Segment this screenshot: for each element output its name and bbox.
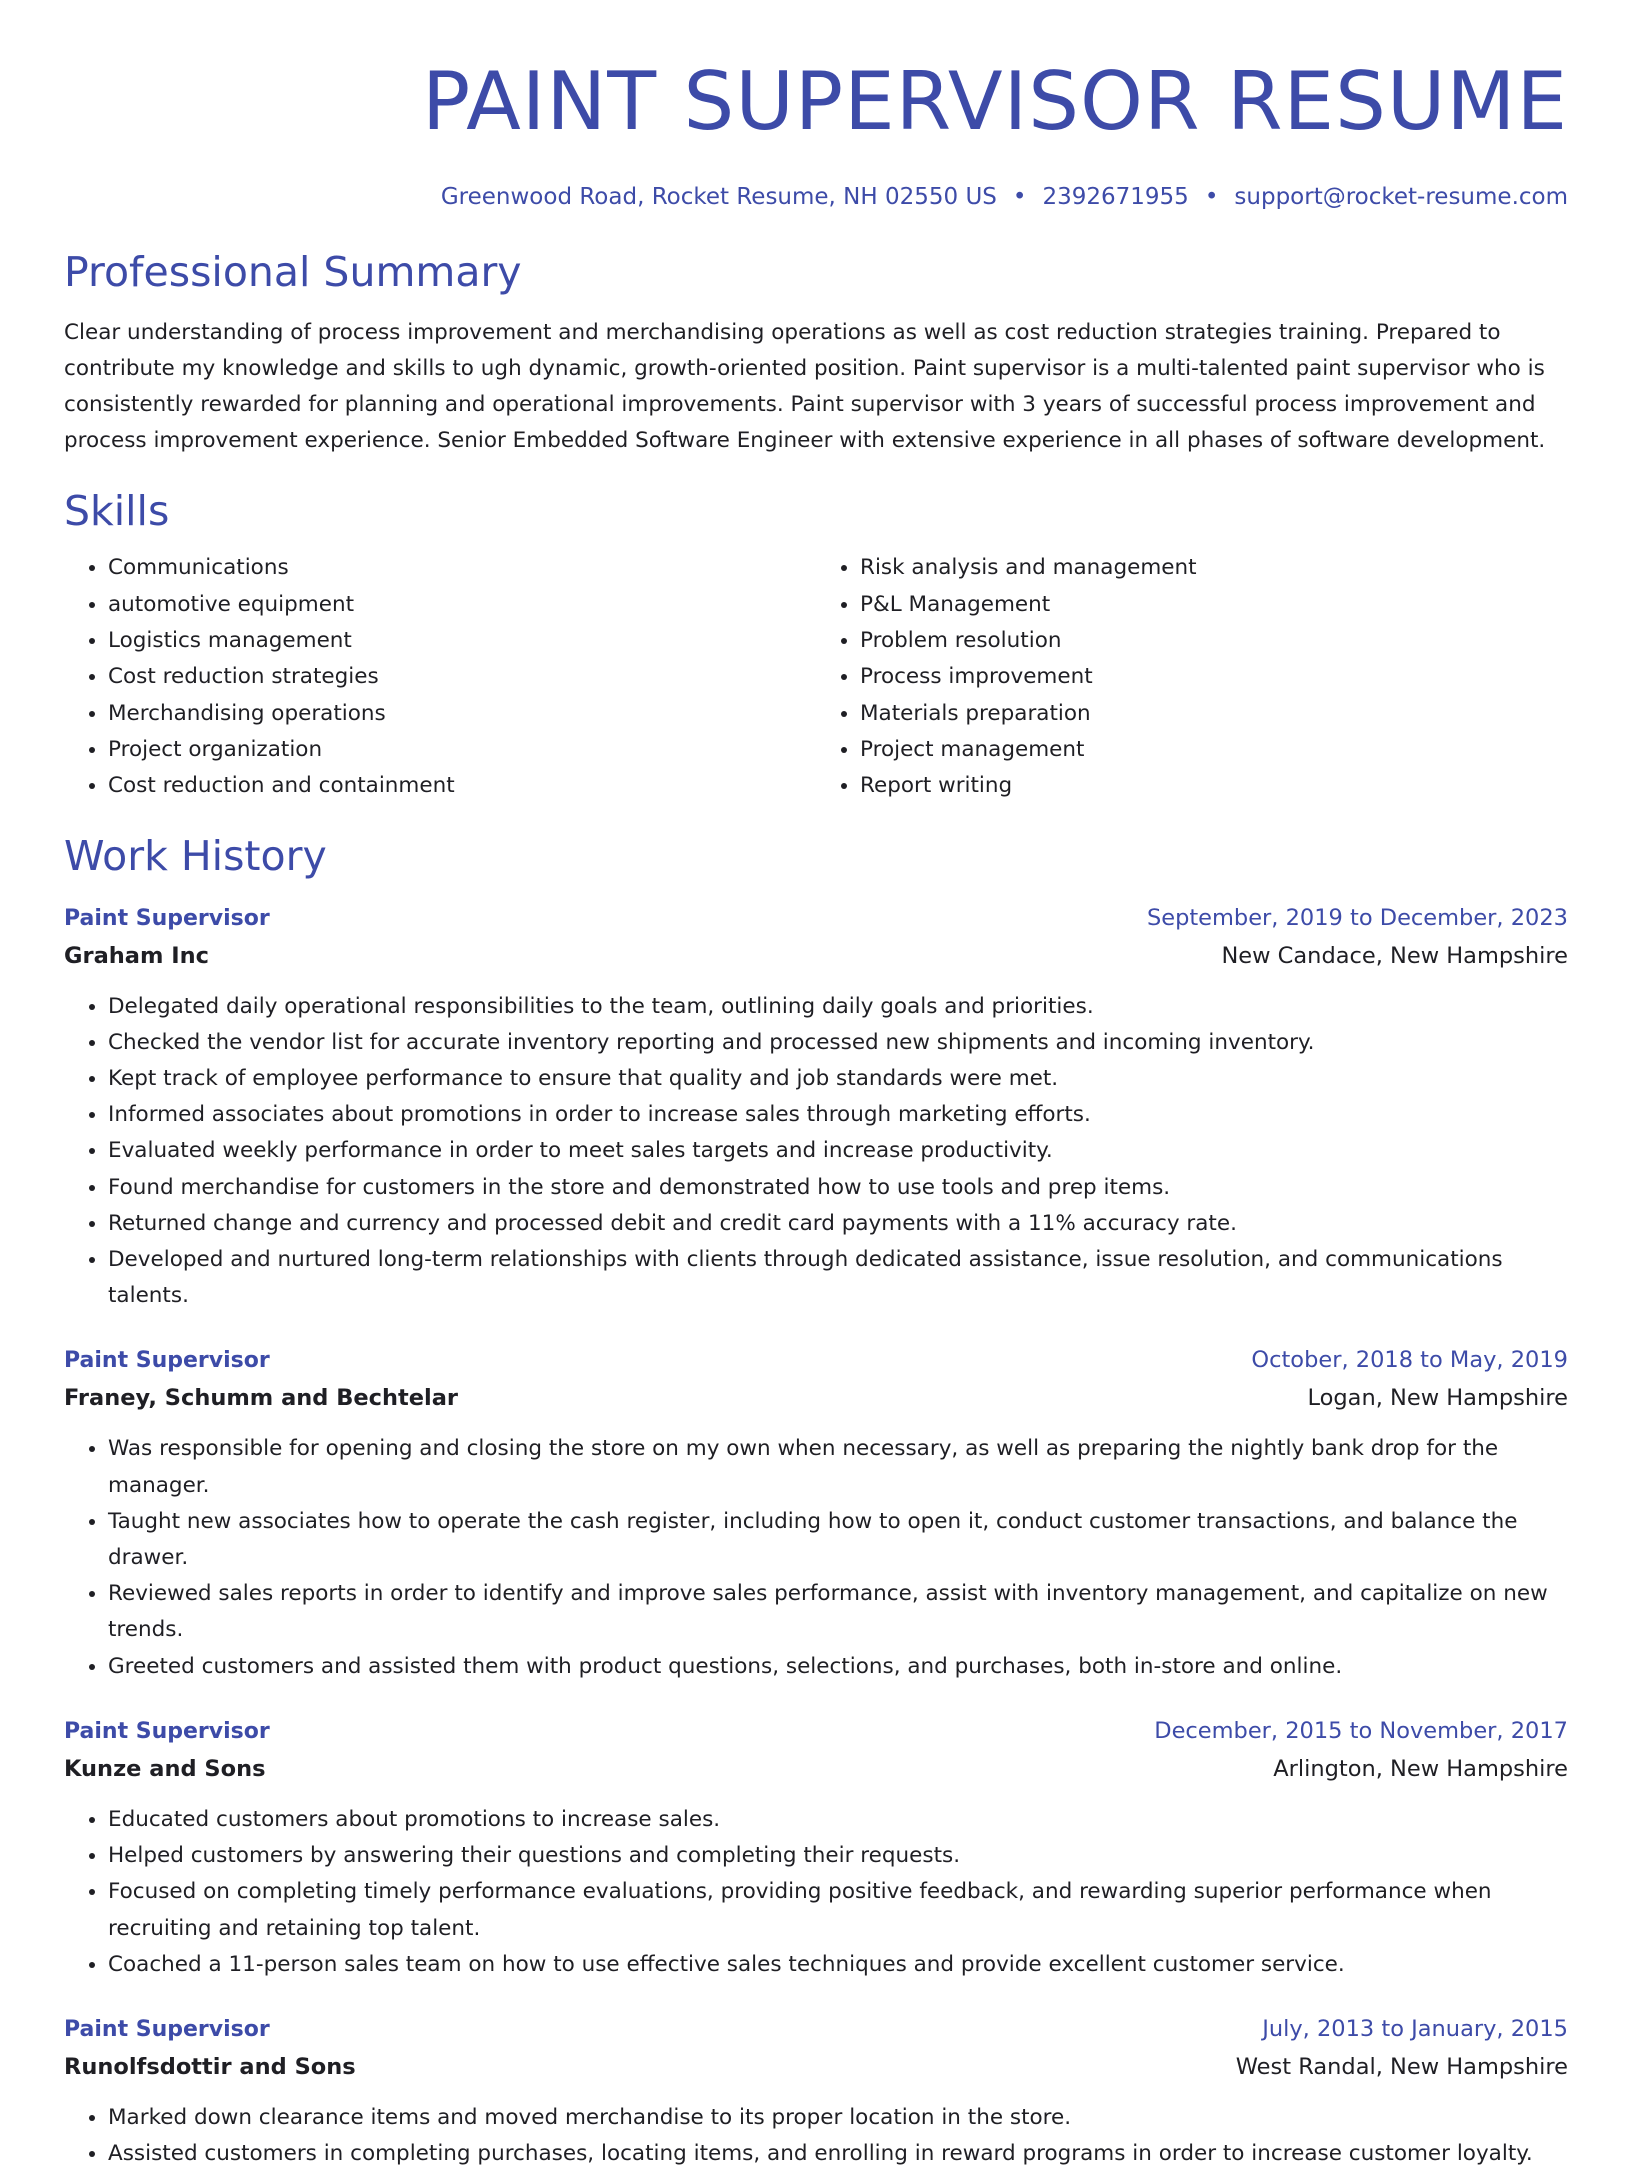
job-bullet: • Helped customers by answering their questions and completing their requests. <box>108 1838 1568 1874</box>
job-entry <box>64 1342 1568 1684</box>
job-bullet: • Was responsible for opening and closing the store on my own when necessary, as well as preparing the nightly bank drop for the manager. <box>108 1431 1568 1503</box>
job-company: Runolfsdottir and Sons <box>64 2053 356 2080</box>
skill-item: • Project management <box>860 732 1568 768</box>
job-bullet: • Kept track of employee performance to ensure that quality and job standards were met. <box>108 1061 1568 1097</box>
job-bullet: • Reviewed sales reports in order to identify and improve sales performance, assist with inventory management, and capitalize on new trends. <box>108 1576 1568 1648</box>
job-bullet: • Developed and nurtured long-term relationships with clients through dedicated assistance, issue resolution, and communications talents. <box>108 1242 1568 1314</box>
summary-heading: Professional Summary <box>64 248 522 296</box>
contact-separator: • <box>1204 184 1219 210</box>
contact-phone: 2392671955 <box>1042 184 1189 210</box>
job-bullets <box>64 1802 1568 1983</box>
job-company-row <box>64 2048 1568 2086</box>
job-bullet: • Greeted customers and assisted them with product questions, selections, and purchases, both in-store and online. <box>108 1649 1568 1685</box>
contact-line <box>64 184 1568 214</box>
skill-item: • Cost reduction and containment <box>108 768 816 804</box>
skill-item: • Risk analysis and management <box>860 550 1568 586</box>
job-dates: September, 2019 to December, 2023 <box>1146 904 1568 931</box>
summary-text: Clear understanding of process improvement and merchandising operations as well as cost reduction strategies training. Prepared to contribute my knowledge and skills to ugh dynamic, growth-oriented position. Paint supervisor is a multi-talented paint supervisor who is consistently rewarded for planning and operational improvements. Paint supervisor with 3 years of successful process improvement and process improvement experience. Senior Embedded Software Engineer with extensive experience in all phases of software development. <box>64 320 1546 454</box>
job-header-row <box>64 1713 1568 1750</box>
job-location: Logan, New Hampshire <box>1307 1385 1568 1412</box>
job-bullet: • Checked the vendor list for accurate inventory reporting and processed new shipments and incoming inventory. <box>108 1025 1568 1061</box>
skill-item: • P&L Management <box>860 587 1568 623</box>
skill-item: • Communications <box>108 550 816 586</box>
job-entry <box>64 900 1568 1315</box>
job-bullet: • Taught new associates how to operate the cash register, including how to open it, conduct customer transactions, and balance the drawer. <box>108 1504 1568 1576</box>
job-bullets <box>64 1431 1568 1684</box>
job-bullet: • Assisted customers in completing purchases, locating items, and enrolling in reward programs in order to increase customer loyalty. <box>108 2136 1568 2172</box>
job-dates: July, 2013 to January, 2015 <box>1262 2015 1568 2042</box>
contact-email: support@rocket-resume.com <box>1234 184 1568 210</box>
skills-columns <box>64 550 1568 804</box>
job-dates: December, 2015 to November, 2017 <box>1154 1717 1568 1744</box>
skill-item: • automotive equipment <box>108 587 816 623</box>
job-bullet: • Marked down clearance items and moved merchandise to its proper location in the store. <box>108 2100 1568 2136</box>
job-company: Kunze and Sons <box>64 1755 266 1782</box>
job-company: Graham Inc <box>64 942 209 969</box>
contact-address: Greenwood Road, Rocket Resume, NH 02550 US <box>440 184 997 210</box>
contact-separator: • <box>1012 184 1027 210</box>
skill-item: • Cost reduction strategies <box>108 659 816 695</box>
skills-left-list <box>64 550 816 804</box>
resume-title: PAINT SUPERVISOR RESUME <box>421 55 1568 148</box>
job-bullet: • Found merchandise for customers in the store and demonstrated how to use tools and prep items. <box>108 1170 1568 1206</box>
job-entry <box>64 1713 1568 1983</box>
skill-item: • Project organization <box>108 732 816 768</box>
job-title: Paint Supervisor <box>64 1348 270 1374</box>
skill-item: • Materials preparation <box>860 696 1568 732</box>
job-entry <box>64 2011 1568 2172</box>
job-header-row <box>64 900 1568 937</box>
job-location: Arlington, New Hampshire <box>1273 1755 1568 1782</box>
work-history-heading: Work History <box>64 832 327 881</box>
job-bullet: • Returned change and currency and processed debit and credit card payments with a 11% accuracy rate. <box>108 1206 1568 1242</box>
job-bullets <box>64 989 1568 1315</box>
skill-item: • Merchandising operations <box>108 696 816 732</box>
job-title: Paint Supervisor <box>64 2016 270 2042</box>
job-company-row <box>64 1379 1568 1417</box>
job-company-row <box>64 937 1568 975</box>
job-bullet: • Informed associates about promotions in order to increase sales through marketing efforts. <box>108 1097 1568 1133</box>
skill-item: • Process improvement <box>860 659 1568 695</box>
skill-item: • Problem resolution <box>860 623 1568 659</box>
job-bullet: • Focused on completing timely performance evaluations, providing positive feedback, and rewarding superior performance when recruiting and retaining top talent. <box>108 1874 1568 1946</box>
job-bullet: • Delegated daily operational responsibilities to the team, outlining daily goals and priorities. <box>108 989 1568 1025</box>
job-location: New Candace, New Hampshire <box>1221 942 1568 969</box>
skill-item: • Report writing <box>860 768 1568 804</box>
job-title: Paint Supervisor <box>64 1718 270 1744</box>
job-company: Franey, Schumm and Bechtelar <box>64 1385 459 1412</box>
job-bullet: • Evaluated weekly performance in order to meet sales targets and increase productivity. <box>108 1133 1568 1169</box>
job-dates: October, 2018 to May, 2019 <box>1251 1347 1568 1374</box>
skills-heading: Skills <box>64 487 170 536</box>
job-title: Paint Supervisor <box>64 905 270 931</box>
skill-item: • Logistics management <box>108 623 816 659</box>
job-company-row <box>64 1750 1568 1788</box>
job-bullet: • Coached a 11-person sales team on how to use effective sales techniques and provide excellent customer service. <box>108 1947 1568 1983</box>
job-bullets <box>64 2100 1568 2172</box>
job-bullet: • Educated customers about promotions to increase sales. <box>108 1802 1568 1838</box>
job-header-row <box>64 1342 1568 1379</box>
job-location: West Randal, New Hampshire <box>1235 2053 1568 2080</box>
skills-right-list <box>816 550 1568 804</box>
job-header-row <box>64 2011 1568 2048</box>
